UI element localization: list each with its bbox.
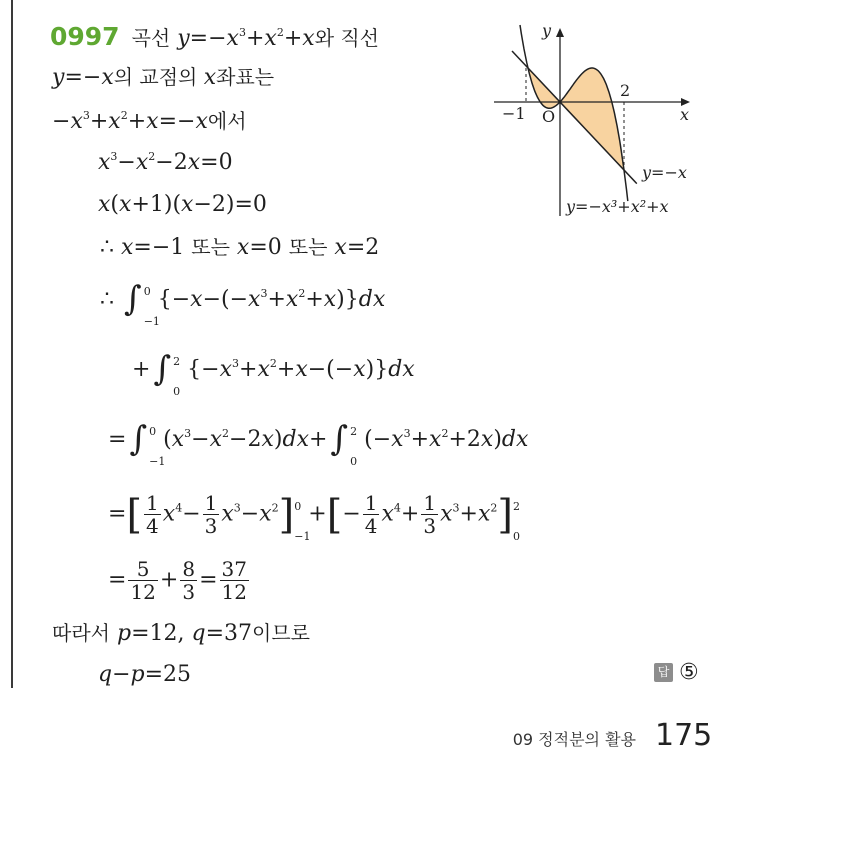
step-3: ∴ x=−1 또는 x=0 또는 x=2 xyxy=(100,235,380,260)
problem-header: 0997 곡선 $y=-x^3+x^2+x$와 직선 xyxy=(50,22,380,51)
problem-number: 0997 xyxy=(50,22,120,51)
answer xyxy=(654,660,699,685)
step-2: x(x+1)(x−2)=0 xyxy=(98,192,267,217)
x-axis-label: x xyxy=(680,105,690,124)
integral-line-3: =∫ 0 −1 $(x^3-x^2-2x)dx+\int$ 2 0 $(-x^3+x^2+2x)dx$ xyxy=(108,419,529,468)
answer-value: ⑤ xyxy=(679,660,699,685)
page-number: 175 xyxy=(655,718,713,753)
chapter-title: 09 정적분의 활용 xyxy=(512,730,636,749)
answer-label-box: 답 xyxy=(654,663,673,682)
equation-line: $-x^3+x^2+x=-x$에서 xyxy=(52,109,247,134)
bracket-line: =[ $\frac{1}{4}$ $x^4-$ $\frac{1}{3}$ $x^3-x^2$] 0 −1 +[− $\frac{1}{4}$ $x^4+$ $\frac{1}{3}$ $x^3+x^2$] 2 0 xyxy=(108,491,520,543)
origin-label: O xyxy=(542,107,556,126)
integral-line-2: +∫ 2 0 $\{-x^3+x^2+x-(-x)\}dx$ xyxy=(132,349,415,398)
curve-label: y=−x³+x²+x xyxy=(566,197,669,216)
tick-label-2: 2 xyxy=(620,81,631,100)
intro-line-2: y=−x의 교점의 x좌표는 xyxy=(52,65,275,90)
y-axis-arrow xyxy=(556,28,564,37)
integral-line-1: ∴ ∫ 0 −1 $\{-x-(-x^3+x^2+x)\}dx$ xyxy=(100,279,386,328)
step-1: $x^3-x^2-2x=0$ xyxy=(98,150,233,175)
shaded-region-right xyxy=(560,68,624,170)
line-y-neg-x xyxy=(512,51,637,184)
conclusion-line: 따라서 p=12, q=37이므로 xyxy=(52,621,310,646)
tick-label-neg1: −1 xyxy=(502,104,526,123)
area-graph xyxy=(490,22,720,222)
sum-line: = $\frac{5}{12}$ + $\frac{8}{3}$ = $\frac{37}{12}$ xyxy=(108,557,247,604)
y-axis-label: y xyxy=(542,22,552,40)
result-line: q−p=25 xyxy=(98,662,192,687)
left-margin-rule xyxy=(11,0,13,688)
line-label: y=−x xyxy=(642,163,687,182)
